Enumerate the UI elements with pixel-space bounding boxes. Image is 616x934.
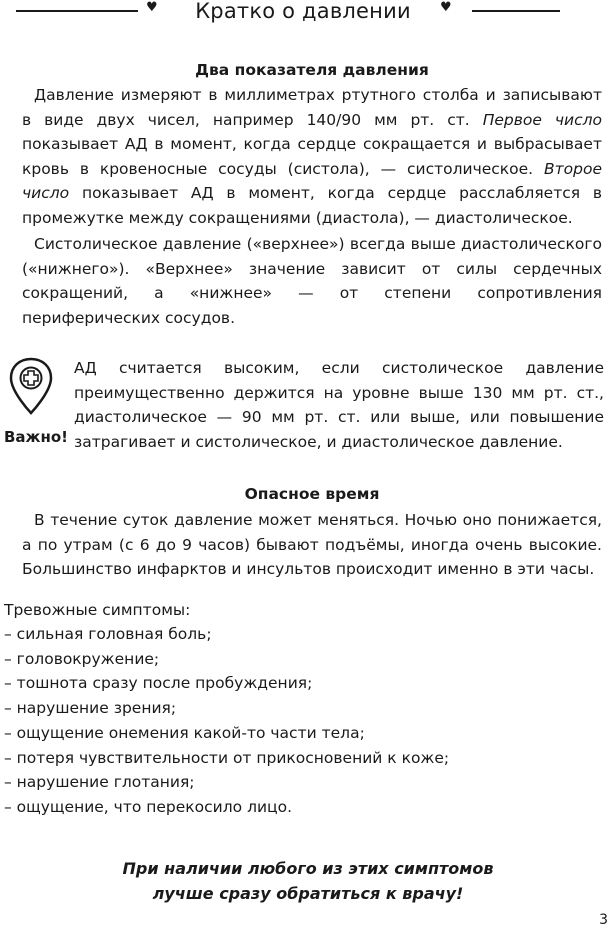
paragraph-text: Давление измеряют в миллиметрах ртутного столба и записывают в виде двух чисел, например 140/90 мм рт. ст.	[22, 86, 602, 129]
final-note-line: лучше сразу обратиться к врачу!	[152, 884, 464, 903]
paragraph-text: показывает АД в момент, когда сердце сокращается и выбрасывает кровь в кровеносные сосуды (систола), — систолическое.	[22, 135, 602, 178]
paragraph: В течение суток давление может меняться. Ночью оно понижается, а по утрам (с 6 до 9 часов) бывают подъёмы, иногда очень высокие. Большинство инфарктов и инсультов происходит именно в эти часы.	[22, 511, 602, 579]
emphasis-text: Второе число	[22, 159, 602, 203]
emphasis-text: Первое число	[482, 110, 602, 129]
list-item: – тошнота сразу после пробуждения;	[4, 674, 313, 693]
final-note-line: При наличии любого из этих симптомов	[122, 859, 494, 878]
section-heading: Два показателя давления	[195, 61, 429, 79]
symptoms-list	[4, 622, 604, 820]
symptoms-title: Тревожные симптомы:	[4, 601, 191, 619]
important-label: Важно!	[4, 428, 68, 446]
paragraph	[22, 83, 602, 231]
heart-icon: ♥	[440, 0, 452, 15]
list-item: – ощущение онемения какой-то части тела;	[4, 723, 365, 742]
list-item: – ощущение, что перекосило лицо.	[4, 797, 293, 816]
header-rule-right	[472, 10, 560, 12]
important-text: АД считается высоким, если систолическое давление преимущественно держится на уровне выше 130 мм рт. ст., диастолическое — 90 мм рт. ст. или выше, или повышение затрагивает и систолическое, и диастолическое давление.	[74, 359, 604, 451]
list-item: – нарушение глотания;	[4, 773, 195, 792]
list-item: – потеря чувствительности от прикосновений к коже;	[4, 748, 450, 767]
paragraph: Систолическое давление («верхнее») всегда выше диастолического («нижнего»). «Верхнее» значение зависит от силы сердечных сокращений, а «нижнее» — от степени сопротивления периферических сосудов.	[22, 235, 602, 327]
page-header	[0, 0, 616, 26]
list-item: – сильная головная боль;	[4, 625, 212, 643]
list-item: – головокружение;	[4, 649, 160, 668]
list-item: – нарушение зрения;	[4, 699, 177, 718]
header-rule-left	[16, 10, 138, 12]
final-note	[40, 856, 576, 906]
medical-pin-icon	[8, 356, 54, 416]
section-heading: Опасное время	[244, 485, 380, 503]
paragraph-text: показывает АД в момент, когда сердце расслабляется в промежутке между сокращениями (диастола), — диастолическое.	[22, 184, 602, 227]
page-number: 3	[599, 912, 608, 928]
heart-icon: ♥	[146, 0, 158, 15]
header-title: Кратко о давлении	[195, 0, 411, 23]
